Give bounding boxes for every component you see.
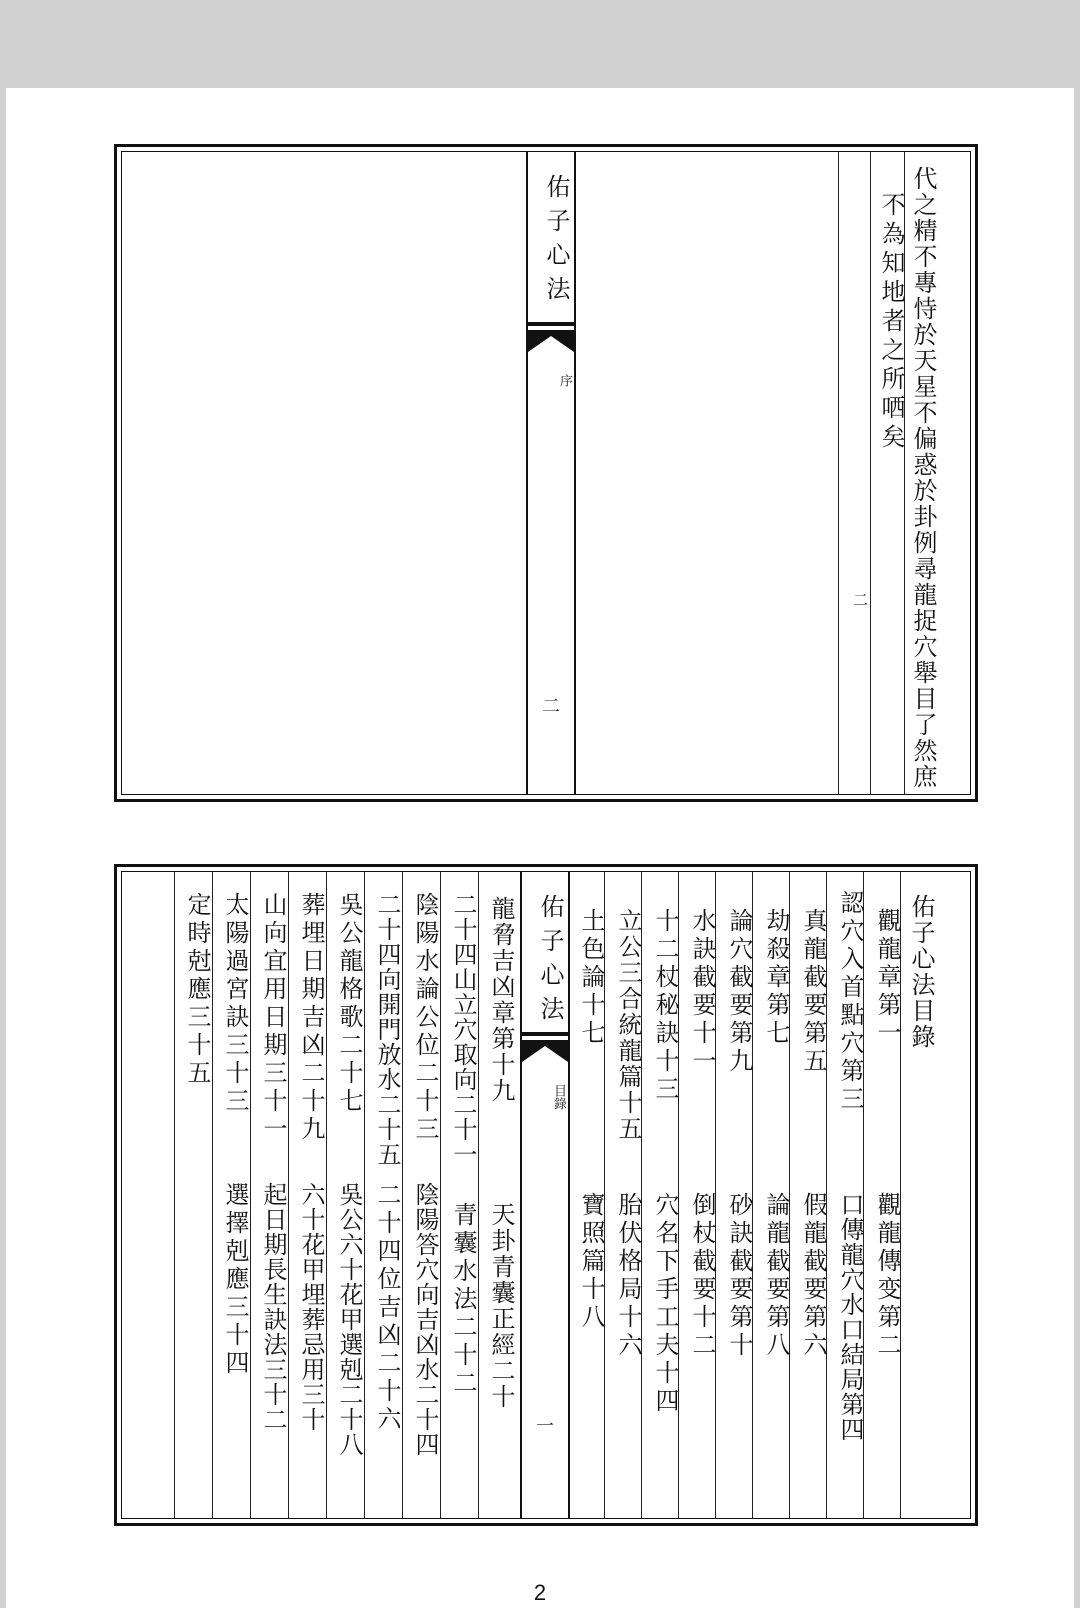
toc-inner-border bbox=[121, 871, 971, 1519]
toc-entry[interactable]: 論穴截要第九 bbox=[725, 908, 753, 1076]
fishtail-ornament-icon bbox=[528, 322, 574, 362]
toc-entry[interactable]: 起日期長生訣法三十二 bbox=[259, 1182, 287, 1432]
toc-entry[interactable]: 論龍截要第八 bbox=[762, 1192, 790, 1360]
toc-entry[interactable]: 天卦青囊正經二十 bbox=[487, 1202, 515, 1410]
toc-entry[interactable]: 吳公龍格歌二十七 bbox=[335, 892, 363, 1116]
column-rule bbox=[870, 152, 871, 794]
spine-section: 目錄 bbox=[551, 1084, 566, 1110]
inner-page-mark: 二 bbox=[851, 592, 869, 611]
spine-page-number: 二 bbox=[542, 696, 560, 717]
toc-entry[interactable]: 陰陽水論公位二十三 bbox=[411, 892, 439, 1144]
toc-entry[interactable]: 劫殺章第七 bbox=[762, 908, 790, 1048]
toc-entry[interactable]: 六十花甲埋葬忌用三十 bbox=[297, 1182, 325, 1432]
toc-entry[interactable]: 二十四向開門放水二十五 bbox=[373, 892, 401, 1167]
toc-entry[interactable]: 二十四山立穴取向二十一 bbox=[449, 892, 477, 1167]
toc-entry[interactable]: 認穴入首點穴第三 bbox=[836, 890, 864, 1114]
bleed-through-shadow: ㅤ bbox=[675, 352, 721, 392]
spine-title: 佑子心法 bbox=[536, 894, 564, 1030]
toc-spine bbox=[520, 872, 570, 1518]
toc-entry[interactable]: 葬埋日期吉凶二十九 bbox=[297, 892, 325, 1144]
toc-entry[interactable]: 倒杖截要十二 bbox=[688, 1192, 716, 1360]
spine-page-number: 一 bbox=[536, 1416, 554, 1437]
page-number: 2 bbox=[533, 1580, 547, 1605]
fishtail-ornament-icon bbox=[522, 1032, 568, 1072]
toc-entry[interactable]: 定時尅應三十五 bbox=[183, 892, 211, 1088]
toc-entry[interactable]: 水訣截要十一 bbox=[688, 908, 716, 1076]
toc-entry[interactable]: 陰陽答穴向吉凶水二十四 bbox=[411, 1182, 439, 1457]
toc-entry[interactable]: 觀龍傳变第二 bbox=[873, 1192, 901, 1360]
scanned-sheet bbox=[6, 88, 1074, 1608]
toc-entry[interactable]: 青囊水法二十二 bbox=[449, 1202, 477, 1398]
preface-spine bbox=[526, 152, 576, 794]
preface-folio bbox=[114, 144, 978, 802]
preface-inner-border bbox=[121, 151, 971, 795]
preface-text-column-2: 不為知地者之所哂矣 bbox=[877, 192, 905, 453]
toc-heading: 佑子心法目錄 bbox=[907, 894, 935, 1050]
spine-section: 序 bbox=[557, 374, 572, 387]
column-rule bbox=[838, 152, 839, 794]
toc-entry[interactable]: 吳公六十花甲選剋二十八 bbox=[335, 1182, 363, 1457]
toc-entry[interactable]: 二十四位吉凶二十六 bbox=[373, 1182, 401, 1434]
toc-entry[interactable]: 穴名下手工夫十四 bbox=[651, 1192, 679, 1416]
toc-entry[interactable]: 真龍截要第五 bbox=[799, 908, 827, 1076]
column-rule bbox=[174, 872, 175, 1518]
toc-entry[interactable]: 立公三合統龍篇十五 bbox=[614, 908, 642, 1142]
toc-entry[interactable]: 太陽過宮訣三十三 bbox=[221, 892, 249, 1116]
toc-folio bbox=[114, 864, 978, 1526]
toc-entry[interactable]: 觀龍章第一 bbox=[873, 908, 901, 1048]
spine-title: 佑子心法 bbox=[542, 174, 570, 310]
toc-entry[interactable]: 十二杖秘訣十三 bbox=[651, 908, 679, 1104]
toc-entry[interactable]: 龍脅吉凶章第十九 bbox=[487, 896, 515, 1104]
toc-entry[interactable]: 口傳龍穴水口結局第四 bbox=[836, 1192, 864, 1442]
toc-entry[interactable]: 胎伏格局十六 bbox=[614, 1192, 642, 1360]
toc-entry[interactable]: 寶照篇十八 bbox=[577, 1192, 605, 1332]
preface-text-column-1: 代之精不專恃於天星不偏惑於卦例尋龍捉穴舉目了然庶 bbox=[909, 166, 937, 790]
toc-entry[interactable]: 土色論十七 bbox=[577, 908, 605, 1048]
toc-entry[interactable]: 選擇剋應三十四 bbox=[221, 1182, 249, 1378]
toc-entry[interactable]: 山向宜用日期三十一 bbox=[259, 892, 287, 1144]
toc-entry[interactable]: 假龍截要第六 bbox=[799, 1192, 827, 1360]
toc-entry[interactable]: 砂訣截要第十 bbox=[725, 1192, 753, 1360]
